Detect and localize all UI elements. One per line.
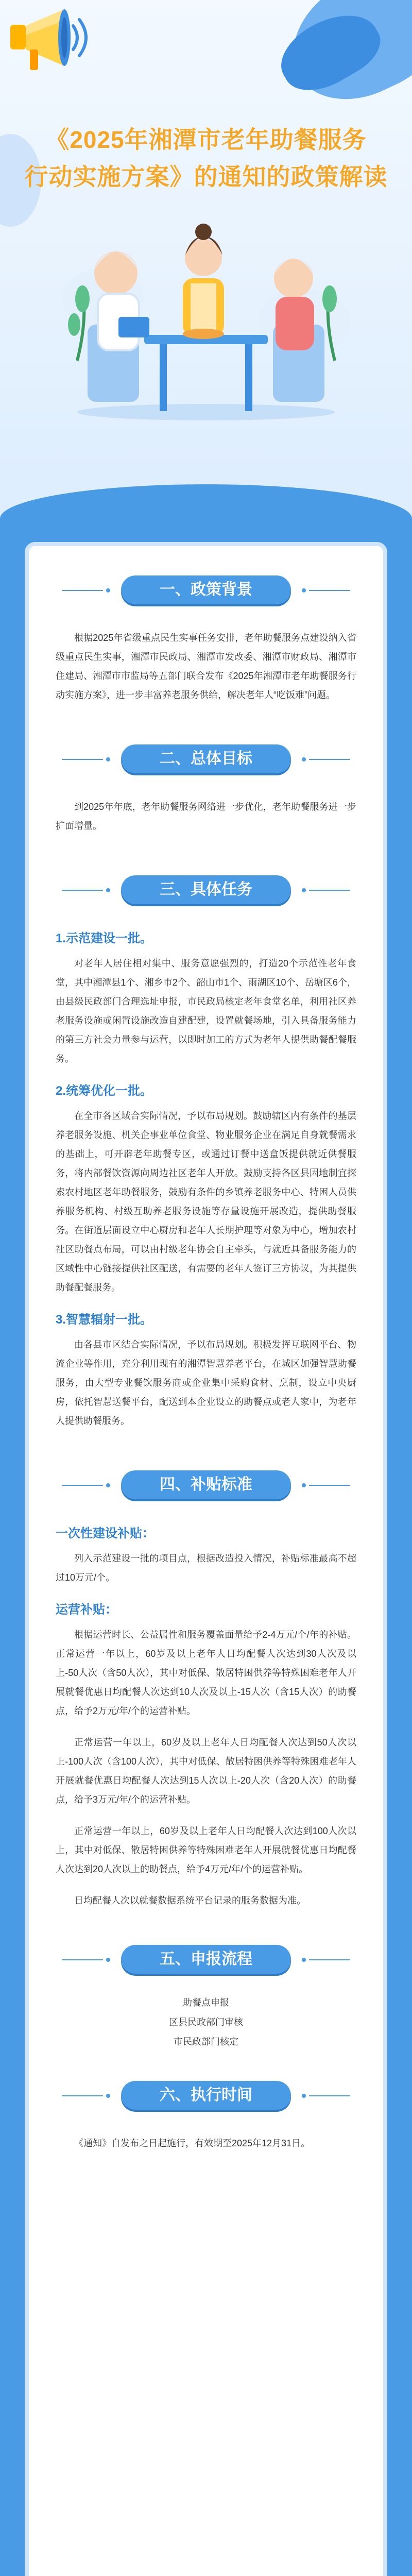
subsidy-paragraph: 根据运营时长、公益属性和服务覆盖面量给予2-4万元/个/年的补贴。正常运营一年以上，60岁及以上老年人日均配餐人次达到30人次及以上-50人次（含50人次），其中对低保、散居特困供养等特殊困难老年人开展就餐优惠日均配餐人次达到10人次及以上-15人次（含15人次）的助餐点，给予2万元/年/个的运营补贴。 [56,1630,356,1716]
subsidy-subheading: 运营补贴： [56,1603,117,1617]
task-subheading: 1.示范建设一批。 [56,931,153,945]
goal-paragraph: 到2025年年底，老年助餐服务网络进一步优化，老年助餐服务进一步扩面增量。 [56,802,356,831]
section-heading [62,872,350,908]
section-title-background: 一、政策背景 [121,575,291,604]
process-step: 区县民政部门审核 [169,2017,243,2027]
section-title-tasks: 三、具体任务 [121,875,291,904]
subsidy-paragraph: 列入示范建设一批的项目点，根据改造投入情况，补贴标准最高不超过10万元/个。 [56,1553,356,1583]
section-title-effective-date: 六、执行时间 [121,2081,291,2110]
subsidy-paragraph: 正常运营一年以上，60岁及以上老年人日均配餐人次达到50人次以上-100人次（含100人次），其中对低保、散居特困供养等特殊困难老年人开展就餐优惠日均配餐人次达到15人次以上-20人次（含20人次）的助餐点，给予3万元/年/个的运营补贴。 [56,1737,356,1805]
process-step: 市民政部门核定 [174,2037,238,2047]
effective-date-paragraph: 《通知》自发布之日起施行，有效期至2025年12月31日。 [74,2138,311,2148]
content-panel [29,546,383,2576]
task-paragraph: 由各县市区结合实际情况，予以布局规划。积极发挥互联网平台、物流企业等作用，充分利用现有的湘潭智慧养老平台，在城区加强智慧助餐服务，由大型专业餐饮服务商或企业集中采购食材、烹制，设立中央厨房，依托智慧送餐平台，配送到本企业设立的助餐点或老人家中，为老年人提供助餐服务。 [56,1340,356,1426]
subsidy-subheading: 一次性建设补贴： [56,1527,154,1540]
section-heading [62,1467,350,1503]
process-steps [29,1993,383,2052]
page-title-line1: 《2025年湘潭市老年助餐服务 [45,126,367,153]
subsidy-paragraph: 正常运营一年以上，60岁及以上老年人日均配餐人次达到100人次以上，其中对低保、散居特困供养等特殊困难老年人开展就餐优惠日均配餐人次达到20人次以上的助餐点，给予4万元/年/个的运营补贴。 [56,1826,356,1874]
hero-banner [0,0,412,608]
section-heading [62,741,350,777]
background-paragraph: 根据2025年省级重点民生实事任务安排，老年助餐服务点建设纳入省级重点民生实事，湘潭市民政局、湘潭市发改委、湘潭市财政局、湘潭市住建局、湘潭市市监局等五部门联合发布《2025年湘潭市老年助餐服务行动实施方案》，进一步丰富养老服务供给，解决老年人“吃饭难”问题。 [56,633,356,700]
section-heading [62,1941,350,1977]
process-step: 助餐点申报 [183,1997,229,2008]
subsidy-paragraph: 日均配餐人次以就餐数据系统平台记录的服务数据为准。 [74,1895,306,1906]
section-title-process: 五、申报流程 [121,1945,291,1974]
task-subheading: 2.统筹优化一批。 [56,1084,153,1098]
section-heading [62,2077,350,2113]
megaphone-icon [10,5,88,72]
section-heading [62,572,350,608]
page-title-line2: 行动实施方案》的通知的政策解读 [24,163,388,190]
elderly-dining-illustration [67,206,345,422]
section-title-subsidy: 四、补贴标准 [121,1470,291,1499]
task-paragraph: 对老年人居住相对集中、服务意愿强烈的，打造20个示范性老年食堂，其中湘潭县1个、湘乡市2个、韶山市1个、雨湖区10个、岳塘区6个，由县级民政部门合理选址申报，市民政局核定老年食堂名单，利用社区养老服务设施或闲置设施改造自建配建，设置就餐场地，引入具备服务能力的第三方社会力量参与运营，以即时加工的方式为老年人提供助餐配餐服务。 [56,958,356,1064]
task-paragraph: 在全市各区域合实际情况，予以布局规划。鼓励辖区内有条件的基层养老服务设施、机关企事业单位食堂、物业服务企业在满足自身就餐需求的基础上，可开辟老年助餐专区，或通过订餐中送盒饭提供就近供餐服务，将内部餐饮资源向周边社区老年人开放。鼓励支持各区县因地制宜探索农村地区老年助餐服务，鼓励有条件的乡镇养老服务中心、特困人员供养服务机构、村级互助养老服务设施等存量设施开展改造，提供助餐服务。在街道层面设立中心厨房和老年人长期护理等对象为中心，增加农村社区助餐点布局，可以由村级老年协会自主牵头，与就近具备服务能力的区域性中心链接提供社区配送，有需要的老年人签订三方协议，为其提供助餐配餐服务。 [56,1111,356,1293]
title-block [0,121,412,195]
task-subheading: 3.智慧辐射一批。 [56,1313,153,1327]
section-title-goal: 二、总体目标 [121,744,291,773]
